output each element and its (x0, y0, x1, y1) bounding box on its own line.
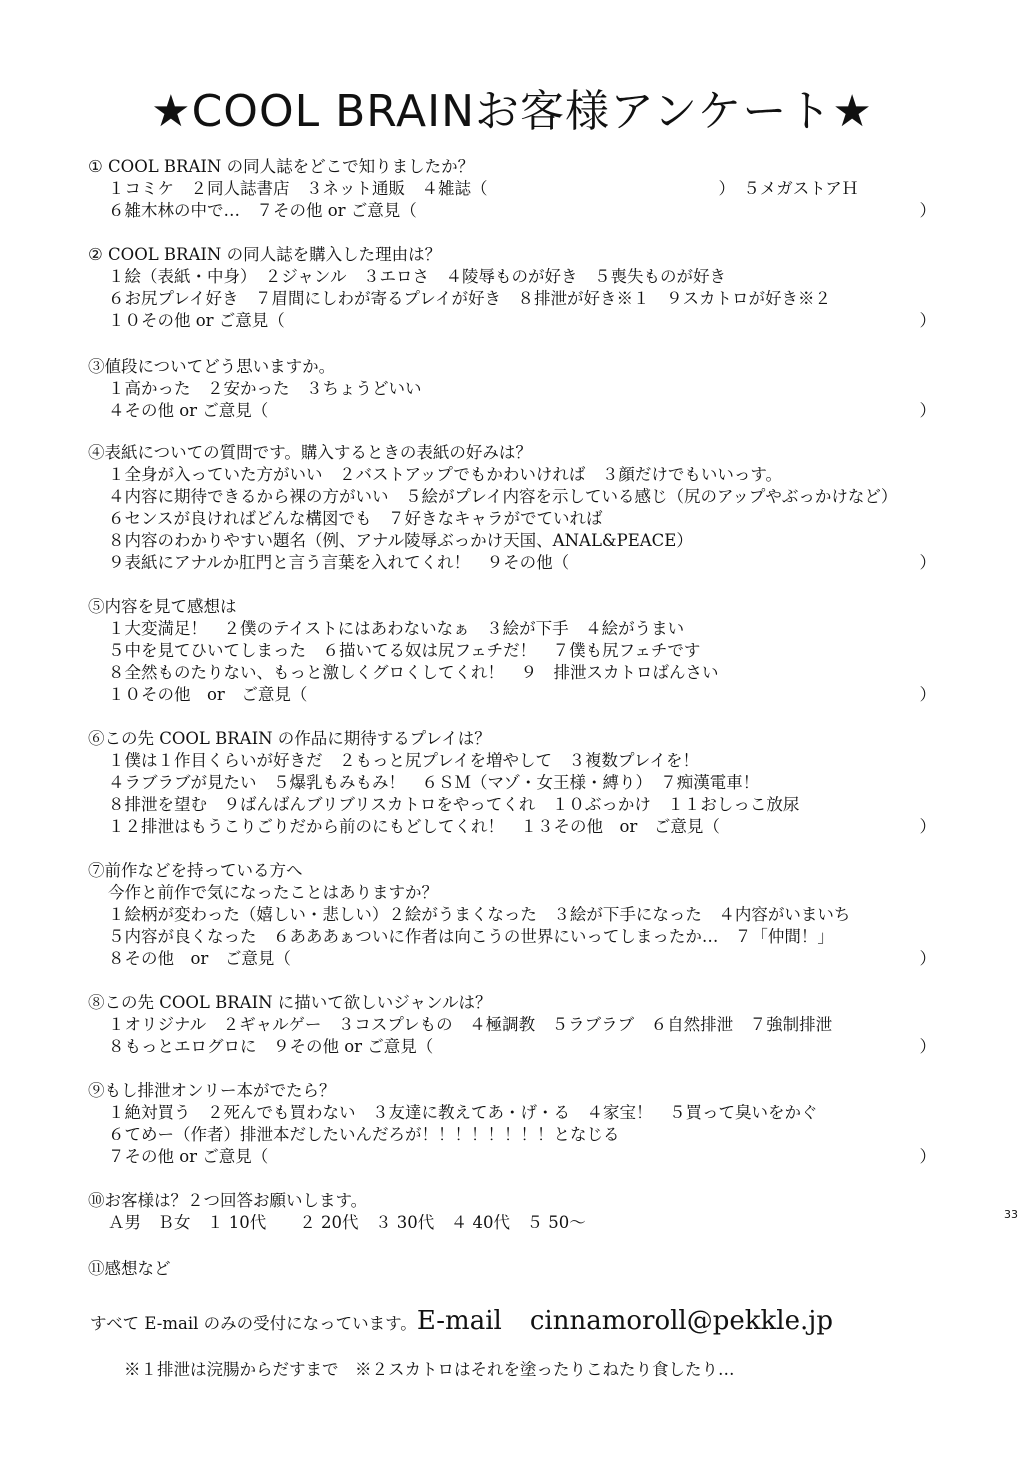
question-3 (88, 356, 948, 422)
option-line (88, 464, 948, 486)
option-text: 今作と前作で気になったことはありますか？ (108, 883, 438, 902)
question-text: ④表紙についての質問です。購入するときの表紙の好みは？ (88, 443, 532, 462)
option-text: １絵（表紙・中身） ２ジャンル ３エロさ ４陵辱ものが好き ５喪失ものが好き (108, 267, 727, 286)
close-paren: ） (919, 949, 936, 968)
question-text: ② COOL BRAIN の同人誌を購入した理由は？ (88, 245, 442, 264)
close-paren: ） (919, 401, 936, 420)
close-paren: ） (919, 201, 936, 220)
close-paren: ） (919, 1037, 936, 1056)
question-text: ⑨もし排泄オンリー本がでたら？ (88, 1081, 336, 1100)
question-text: ⑦前作などを持っている方へ (88, 861, 303, 880)
option-line (88, 750, 948, 772)
option-text: ６雑木林の中で… ７その他 or ご意見（ (108, 201, 417, 220)
option-text: ８排泄を望む ９ばんばんブリブリスカトロをやってくれ １０ぶっかけ １１おしっこ放尿 (108, 795, 800, 814)
option-text: ４その他 or ご意見（ (108, 401, 269, 420)
option-text: ６お尻プレイ好き ７眉間にしわが寄るプレイが好き ８排泄が好き※１ ９スカトロが好き※２ (108, 289, 832, 308)
option-text: ７その他 or ご意見（ (108, 1147, 269, 1166)
option-text: １０その他 or ご意見（ (108, 685, 308, 704)
option-line (88, 288, 948, 310)
option-line (88, 948, 948, 970)
option-line (88, 772, 948, 794)
option-line (88, 178, 948, 200)
email-line (90, 1306, 833, 1336)
option-line (88, 400, 948, 422)
email-address[interactable]: cinnamoroll@pekkle.jp (529, 1306, 833, 1336)
option-line (88, 486, 948, 508)
question-7 (88, 860, 948, 970)
option-line (88, 1212, 948, 1234)
question-text: ⑧この先 COOL BRAIN に描いて欲しいジャンルは？ (88, 993, 492, 1012)
close-paren: ） (919, 685, 936, 704)
option-text: ６センスが良ければどんな構図でも ７好きなキャラがでていれば (108, 509, 603, 528)
option-text: １大変満足！ ２僕のテイストにはあわないなぁ ３絵が下手 ４絵がうまい (108, 619, 685, 638)
option-text: １全身が入っていた方がいい ２バストアップでもかわいければ ３顔だけでもいいっす。 (108, 465, 783, 484)
option-line (88, 1102, 948, 1124)
close-paren: ） (919, 311, 936, 330)
question-text: ③値段についてどう思いますか。 (88, 357, 336, 376)
option-text: Ａ男 Ｂ女 １ 10代 ２ 20代 ３ 30代 ４ 40代 ５ 50～ (108, 1213, 586, 1232)
option-text: ８もっとエログロに ９その他 or ご意見（ (108, 1037, 434, 1056)
option-line (88, 926, 948, 948)
question-text: ⑩お客様は？２つ回答お願いします。 (88, 1191, 368, 1210)
option-text: １高かった ２安かった ３ちょうどいい (108, 379, 422, 398)
option-text: １コミケ ２同人誌書店 ３ネット通販 ４雑誌（ ） ５メガストアＨ (108, 179, 859, 198)
option-text: ８全然ものたりない、もっと激しくグロくしてくれ！ ９ 排泄スカトロばんさい (108, 663, 719, 682)
question-4 (88, 442, 948, 574)
option-text: １絵柄が変わった（嬉しい・悲しい）２絵がうまくなった ３絵が下手になった ４内容がいまいち (108, 905, 851, 924)
close-paren: ） (919, 817, 936, 836)
question-11 (88, 1258, 948, 1280)
option-line (88, 882, 948, 904)
option-line (88, 640, 948, 662)
option-text: ９表紙にアナルか肛門と言う言葉を入れてくれ！ ９その他（ (108, 553, 570, 572)
page-number: 33 (1004, 1208, 1018, 1221)
question-5 (88, 596, 948, 706)
option-text: ４ラブラブが見たい ５爆乳もみもみ！ ６ＳＭ（マゾ・女王様・縛り） ７痴漢電車！ (108, 773, 760, 792)
option-text: ４内容に期待できるから裸の方がいい ５絵がプレイ内容を示している感じ（尻のアップやぶっかけなど） (108, 487, 898, 506)
question-text: ⑥この先 COOL BRAIN の作品に期待するプレイは？ (88, 729, 491, 748)
question-9 (88, 1080, 948, 1168)
option-line (88, 508, 948, 530)
option-line (88, 618, 948, 640)
page-title: ★COOL BRAINお客様アンケート★ (151, 86, 873, 137)
close-paren: ） (919, 1147, 936, 1166)
option-line (88, 530, 948, 552)
option-text: ８内容のわかりやすい題名（例、アナル陵辱ぶっかけ天国、ANAL&PEACE） (108, 531, 693, 550)
option-text: ５内容が良くなった ６あああぁついに作者は向こうの世界にいってしまったか… ７「仲間！」 (108, 927, 834, 946)
option-text: １０その他 or ご意見（ (108, 311, 285, 330)
question-2 (88, 244, 948, 332)
option-text: １絶対買う ２死んでも買わない ３友達に教えてあ・げ・る ４家宝！ ５買って臭いをかぐ (108, 1103, 818, 1122)
option-line (88, 310, 948, 332)
option-line (88, 1014, 948, 1036)
option-line (88, 1146, 948, 1168)
option-text: ５中を見てひいてしまった ６描いてる奴は尻フェチだ！ ７僕も尻フェチです (108, 641, 701, 660)
question-1 (88, 156, 948, 222)
option-text: １オリジナル ２ギャルゲー ３コスプレもの ４極調教 ５ラブラブ ６自然排泄 ７強制排泄 (108, 1015, 833, 1034)
option-text: １僕は１作目くらいが好きだ ２もっと尻プレイを増やして ３複数プレイを！ (108, 751, 700, 770)
question-text: ⑪感想など (88, 1259, 171, 1278)
question-10 (88, 1190, 948, 1234)
option-line (88, 662, 948, 684)
footnote: ※１排泄は浣腸からだすまで ※２スカトロはそれを塗ったりこねたり食したり… (124, 1360, 735, 1379)
option-text: １２排泄はもうこりごりだから前のにもどしてくれ！ １３その他 or ご意見（ (108, 817, 720, 836)
email-prefix: すべて E-mail のみの受付になっています。 (90, 1314, 417, 1333)
option-text: ８その他 or ご意見（ (108, 949, 291, 968)
option-line (88, 684, 948, 706)
email-label: E-mail (416, 1306, 502, 1336)
option-line (88, 794, 948, 816)
option-line (88, 1036, 948, 1058)
option-line (88, 904, 948, 926)
option-line (88, 378, 948, 400)
question-8 (88, 992, 948, 1058)
question-text: ① COOL BRAIN の同人誌をどこで知りましたか？ (88, 157, 475, 176)
option-line (88, 1124, 948, 1146)
question-6 (88, 728, 948, 838)
option-line (88, 552, 948, 574)
question-text: ⑤内容を見て感想は (88, 597, 237, 616)
option-line (88, 816, 948, 838)
option-line (88, 266, 948, 288)
close-paren: ） (919, 553, 936, 572)
option-text: ６てめー（作者）排泄本だしたいんだろが！！！！！！！！となじる (108, 1125, 620, 1144)
option-line (88, 200, 948, 222)
